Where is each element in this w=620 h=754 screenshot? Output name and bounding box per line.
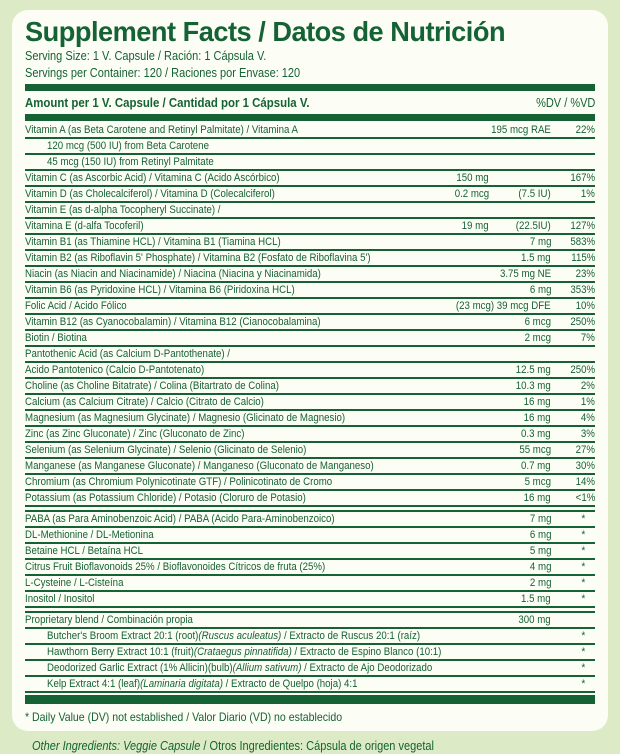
nutrient-row (25, 611, 595, 629)
nutrient-row (25, 510, 595, 528)
nutrient-dv (551, 156, 595, 169)
nutrient-row (25, 560, 595, 576)
nutrient-dv: 2% (581, 380, 595, 392)
column-header-row (25, 93, 595, 111)
nutrient-dv: * (581, 593, 585, 605)
nutrient-amount: 195 mcg RAE (491, 124, 551, 136)
footnote-text: * Daily Value (DV) not established / Valor Diario (VD) no establecido (25, 710, 343, 724)
nutrient-row (25, 251, 595, 267)
serving-size-text: Serving Size: 1 V. Capsule / Ración: 1 Cápsula V. (25, 49, 267, 63)
nutrient-amount: 1.5 mg (521, 252, 551, 264)
nutrient-name: Calcium (as Calcium Citrate) / Calcio (Citrato de Calcio) (25, 396, 264, 408)
nutrient-amount: 10.3 mg (516, 380, 551, 392)
nutrient-dv: 22% (575, 124, 595, 136)
nutrient-name: 45 mcg (150 IU) from Retinyl Palmitate (47, 156, 214, 168)
nutrient-row (25, 544, 595, 560)
nutrient-amount: 5 mg (529, 545, 551, 557)
nutrient-amount: 16 mg (524, 396, 551, 408)
nutrient-row (25, 411, 595, 427)
nutrient-row (25, 171, 595, 187)
nutrient-amount: 0.3 mg (521, 428, 551, 440)
nutrient-name: Inositol / Inositol (25, 593, 95, 605)
servings-per-container-text: Servings per Container: 120 / Raciones por Envase: 120 (25, 65, 301, 80)
nutrient-dv: * (581, 545, 585, 557)
nutrient-row (25, 363, 595, 379)
nutrient-amount: 19 mg (462, 220, 489, 232)
nutrient-dv: 250% (570, 364, 595, 376)
nutrient-amount: 16 mg (524, 412, 551, 424)
nutrient-dv: 353% (570, 284, 595, 296)
nutrient-row (25, 427, 595, 443)
nutrient-name: Betaine HCL / Betaína HCL (25, 545, 144, 557)
nutrient-name: Selenium (as Selenium Glycinate) / Selenio (Glicinato de Selenio) (25, 444, 307, 456)
nutrient-row (25, 528, 595, 544)
nutrient-name: DL-Methionine / DL-Metionina (25, 529, 154, 541)
nutrient-amount: 0.7 mg (521, 460, 551, 472)
nutrient-name: L-Cysteine / L-Cisteína (25, 577, 124, 589)
nutrient-dv (551, 614, 595, 627)
nutrient-name: Butcher's Broom Extract 20:1 (root)(Ruscus aculeatus) / Extracto de Ruscus 20:1 (raíz) (47, 630, 421, 642)
nutrient-row (25, 629, 595, 645)
nutrient-row (25, 139, 595, 155)
nutrient-dv: * (581, 662, 585, 674)
amount-column-header-text: Amount per 1 V. Capsule / Cantidad por 1 Cápsula V. (25, 95, 310, 110)
nutrient-name: Magnesium (as Magnesium Glycinate) / Magnesio (Glicinato de Magnesio) (25, 412, 346, 424)
nutrient-dv: 23% (575, 268, 595, 280)
nutrient-dv: 30% (575, 460, 595, 472)
nutrient-amount: 16 mg (524, 492, 551, 504)
nutrient-row (25, 283, 595, 299)
nutrient-row (25, 187, 595, 203)
nutrient-name: Vitamin B6 (as Pyridoxine HCL) / Vitamina B6 (Piridoxina HCL) (25, 284, 295, 296)
nutrient-row (25, 267, 595, 283)
nutrient-row (25, 395, 595, 411)
dv-column-header (528, 96, 595, 110)
nutrient-name: Vitamin D (as Cholecalciferol) / Vitamina D (Colecalciferol) (25, 188, 275, 200)
nutrient-dv (551, 204, 595, 217)
nutrient-row (25, 459, 595, 475)
nutrient-amount-iu (489, 172, 551, 185)
other-ingredients-italic: Other Ingredients: Veggie Capsule (32, 739, 201, 753)
amount-column-header (25, 95, 348, 110)
nutrient-amount: 55 mcg (519, 444, 551, 456)
nutrient-dv: 10% (575, 300, 595, 312)
nutrient-amount: 5 mcg (524, 476, 551, 488)
nutrient-dv: 1% (581, 188, 595, 200)
nutrient-amount: 6 mcg (524, 316, 551, 328)
other-ingredients (32, 738, 620, 754)
divider-bar-top (25, 84, 595, 91)
nutrient-amount-iu: (22.5IU) (516, 220, 551, 232)
nutrient-name: Acido Pantotenico (Calcio D-Pantotenato) (25, 364, 205, 376)
nutrient-name: Proprietary blend / Combinación propia (25, 614, 193, 626)
nutrient-amount: 7 mg (529, 513, 551, 525)
nutrient-row (25, 315, 595, 331)
nutrient-dv: 167% (570, 172, 595, 184)
nutrient-name: Hawthorn Berry Extract 10:1 (fruit)(Crataegus pinnatifida) / Extracto de Espino Blanco (10:1) (47, 646, 442, 658)
nutrient-amount: (23 mcg) 39 mcg DFE (456, 300, 551, 312)
nutrient-dv: * (581, 646, 585, 658)
other-ingredients-regular: / Otros Ingredientes: Cápsula de origen vegetal (200, 739, 434, 753)
nutrient-dv: * (581, 678, 585, 690)
nutrient-name: Vitamin B1 (as Thiamine HCL) / Vitamina B1 (Tiamina HCL) (25, 236, 281, 248)
nutrient-amount: 2 mg (529, 577, 551, 589)
nutrient-dv: * (581, 513, 585, 525)
nutrient-row (25, 576, 595, 592)
nutrient-dv: 1% (581, 396, 595, 408)
nutrient-name: Pantothenic Acid (as Calcium D-Pantothenate) / (25, 348, 231, 360)
nutrient-dv: 3% (581, 428, 595, 440)
nutrient-name: Deodorized Garlic Extract (1% Allicin)(bulb)(Allium sativum) / Extracto de Ajo Deodorizado (47, 662, 433, 674)
nutrient-name: Vitamin E (as d-alpha Tocopheryl Succinate) / (25, 204, 221, 216)
nutrient-dv: <1% (575, 492, 595, 504)
nutrient-dv: 27% (575, 444, 595, 456)
nutrient-name: Vitamin B12 (as Cyanocobalamin) / Vitamina B12 (Cianocobalamina) (25, 316, 321, 328)
nutrient-row (25, 219, 595, 235)
nutrient-dv: 14% (575, 476, 595, 488)
nutrient-dv: * (581, 561, 585, 573)
dv-column-header-text: %DV / %VD (535, 96, 595, 110)
nutrient-dv: * (581, 577, 585, 589)
other-ingredients-text (32, 738, 434, 754)
nutrient-name: Biotin / Biotina (25, 332, 87, 344)
nutrient-row (25, 299, 595, 315)
nutrient-row (25, 123, 595, 139)
nutrient-name: Potassium (as Potassium Chloride) / Potasio (Cloruro de Potasio) (25, 492, 306, 504)
nutrient-row (25, 661, 595, 677)
nutrient-row (25, 677, 595, 693)
nutrient-row (25, 491, 595, 507)
nutrient-amount: 150 mg (456, 172, 489, 184)
nutrient-amount: 3.75 mg NE (499, 268, 551, 280)
nutrient-name: 120 mcg (500 IU) from Beta Carotene (47, 140, 209, 152)
nutrient-dv (551, 140, 595, 153)
servings-per-container-line (25, 65, 595, 82)
nutrient-row (25, 379, 595, 395)
nutrient-row (25, 645, 595, 661)
nutrient-amount: 6 mg (529, 284, 551, 296)
nutrient-amount: 7 mg (529, 236, 551, 248)
nutrient-dv: 583% (570, 236, 595, 248)
nutrient-dv: 127% (570, 220, 595, 232)
divider-bar-header (25, 114, 595, 121)
supplement-facts-panel (12, 10, 608, 731)
nutrient-dv: * (581, 630, 585, 642)
nutrient-amount: 300 mg (518, 614, 551, 626)
nutrient-name: Vitamin A (as Beta Carotene and Retinyl Palmitate) / Vitamina A (25, 124, 298, 136)
nutrient-dv: * (581, 529, 585, 541)
nutrient-name: Niacin (as Niacin and Niacinamide) / Niacina (Niacina y Niacinamida) (25, 268, 321, 280)
nutrient-name: Vitamin B2 (as Riboflavin 5' Phosphate) / Vitamina B2 (Fosfato de Riboflavina 5') (25, 252, 371, 264)
nutrient-row (25, 443, 595, 459)
nutrient-row (25, 592, 595, 608)
nutrient-row (25, 475, 595, 491)
nutrient-row (25, 155, 595, 171)
panel-title (25, 15, 595, 48)
nutrient-dv: 115% (570, 252, 595, 264)
nutrient-name: Zinc (as Zinc Gluconate) / Zinc (Gluconato de Zinc) (25, 428, 245, 440)
nutrient-name: Kelp Extract 4:1 (leaf)(Laminaria digitata) / Extracto de Quelpo (hoja) 4:1 (47, 678, 358, 690)
nutrient-amount: 6 mg (529, 529, 551, 541)
nutrient-amount: 4 mg (529, 561, 551, 573)
nutrient-row (25, 235, 595, 251)
nutrient-amount: 12.5 mg (516, 364, 551, 376)
nutrient-name: Vitamin C (as Ascorbic Acid) / Vitamina C (Acido Ascórbico) (25, 172, 280, 184)
nutrient-name: Vitamina E (d-alfa Tocoferil) (25, 220, 144, 232)
nutrient-row (25, 347, 595, 363)
nutrient-name: Citrus Fruit Bioflavonoids 25% / Bioflavonoides Cítricos de fruta (25%) (25, 561, 326, 573)
nutrient-row (25, 331, 595, 347)
nutrient-name: Chromium (as Chromium Polynicotinate GTF) / Polinicotinato de Cromo (25, 476, 333, 488)
panel-title-text: Supplement Facts / Datos de Nutrición (25, 16, 506, 47)
nutrient-name: Choline (as Choline Bitatrate) / Colina (Bitartrato de Colina) (25, 380, 279, 392)
nutrient-dv: 4% (581, 412, 595, 424)
nutrient-table (25, 123, 595, 693)
nutrient-name: Manganese (as Manganese Gluconate) / Manganeso (Gluconato de Manganeso) (25, 460, 374, 472)
nutrient-amount: 1.5 mg (521, 593, 551, 605)
nutrient-dv: 7% (581, 332, 595, 344)
nutrient-amount-iu: (7.5 IU) (518, 188, 551, 200)
footnote (25, 706, 595, 725)
nutrient-amount: 2 mcg (524, 332, 551, 344)
nutrient-row (25, 203, 595, 219)
nutrient-name: PABA (as Para Aminobenzoic Acid) / PABA (Acido Para-Aminobenzoico) (25, 513, 335, 525)
nutrient-dv (551, 348, 595, 361)
nutrient-dv: 250% (570, 316, 595, 328)
nutrient-name: Folic Acid / Acido Fólico (25, 300, 127, 312)
nutrient-amount: 0.2 mcg (454, 188, 489, 200)
serving-size-line (25, 48, 595, 65)
